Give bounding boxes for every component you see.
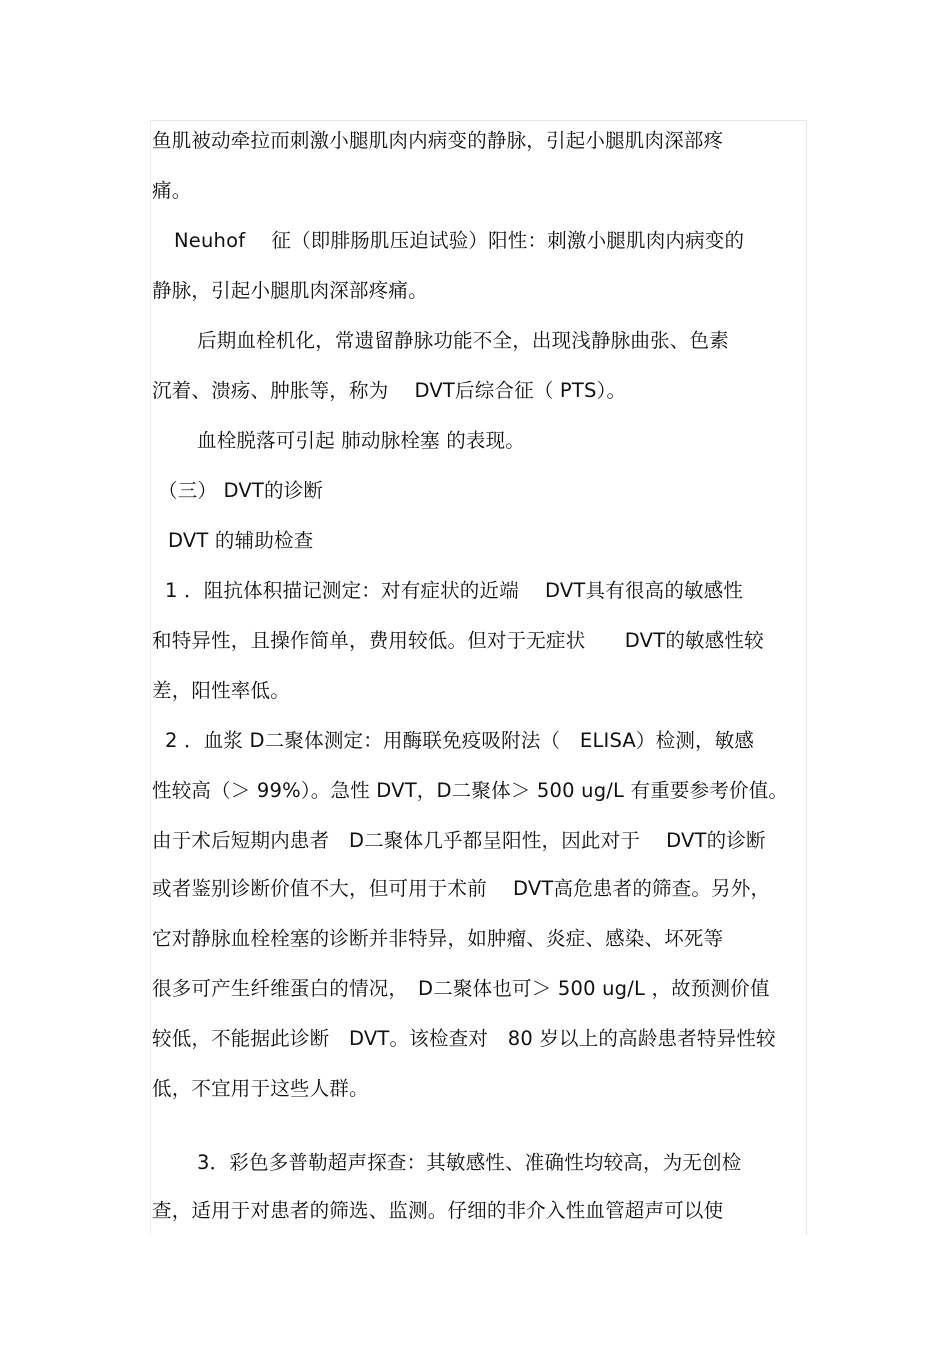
- paragraph-line: Neuhof 征（即腓肠肌压迫试验）阳性：刺激小腿肌肉内病变的: [174, 229, 745, 252]
- paragraph-line: 1 ．阻抗体积描记测定：对有症状的近端 DVT具有很高的敏感性: [165, 579, 744, 602]
- paragraph-line: 性较高（＞ 99%）。急性 DVT，D二聚体＞ 500 ug/L 有重要参考价值。: [152, 779, 789, 802]
- section-heading: （三） DVT的诊断: [158, 479, 324, 502]
- paragraph-line: 2 ．血浆 D二聚体测定：用酶联免疫吸附法（ ELISA）检测，敏感: [165, 729, 755, 752]
- paragraph-line: 低，不宜用于这些人群。: [152, 1077, 369, 1100]
- paragraph-line: 较低，不能据此诊断 DVT。该检查对 80 岁以上的高龄患者特异性较: [152, 1027, 776, 1050]
- paragraph-line: 它对静脉血栓栓塞的诊断并非特异，如肿瘤、炎症、感染、坏死等: [152, 927, 724, 950]
- paragraph-line: 痛。: [152, 179, 192, 202]
- subsection-heading: DVT 的辅助检查: [168, 529, 314, 552]
- paragraph-line: 由于术后短期内患者 D二聚体几乎都呈阳性，因此对于 DVT的诊断: [152, 829, 766, 852]
- paragraph-line: 查，适用于对患者的筛选、监测。仔细的非介入性血管超声可以使: [152, 1199, 724, 1222]
- paragraph-line: 静脉，引起小腿肌肉深部疼痛。: [152, 279, 428, 302]
- paragraph-line: 差，阳性率低。: [152, 679, 290, 702]
- paragraph-line: 和特异性，且操作简单，费用较低。但对于无症状 DVT的敏感性较: [152, 629, 764, 652]
- paragraph-line: 后期血栓机化，常遗留静脉功能不全，出现浅静脉曲张、色素: [197, 329, 729, 352]
- paragraph-line: 鱼肌被动牵拉而刺激小腿肌肉内病变的静脉，引起小腿肌肉深部疼: [152, 129, 724, 152]
- paragraph-line: 血栓脱落可引起 肺动脉栓塞 的表现。: [197, 429, 525, 452]
- paragraph-line: 沉着、溃疡、肿胀等，称为 DVT后综合征（ PTS）。: [152, 379, 627, 402]
- paragraph-line: 3．彩色多普勒超声探查：其敏感性、准确性均较高，为无创检: [197, 1151, 742, 1174]
- paragraph-line: 或者鉴别诊断价值不大，但可用于术前 DVT高危患者的筛查。另外，: [152, 877, 771, 900]
- paragraph-line: 很多可产生纤维蛋白的情况， D二聚体也可＞ 500 ug/L ，故预测价值: [152, 977, 770, 1000]
